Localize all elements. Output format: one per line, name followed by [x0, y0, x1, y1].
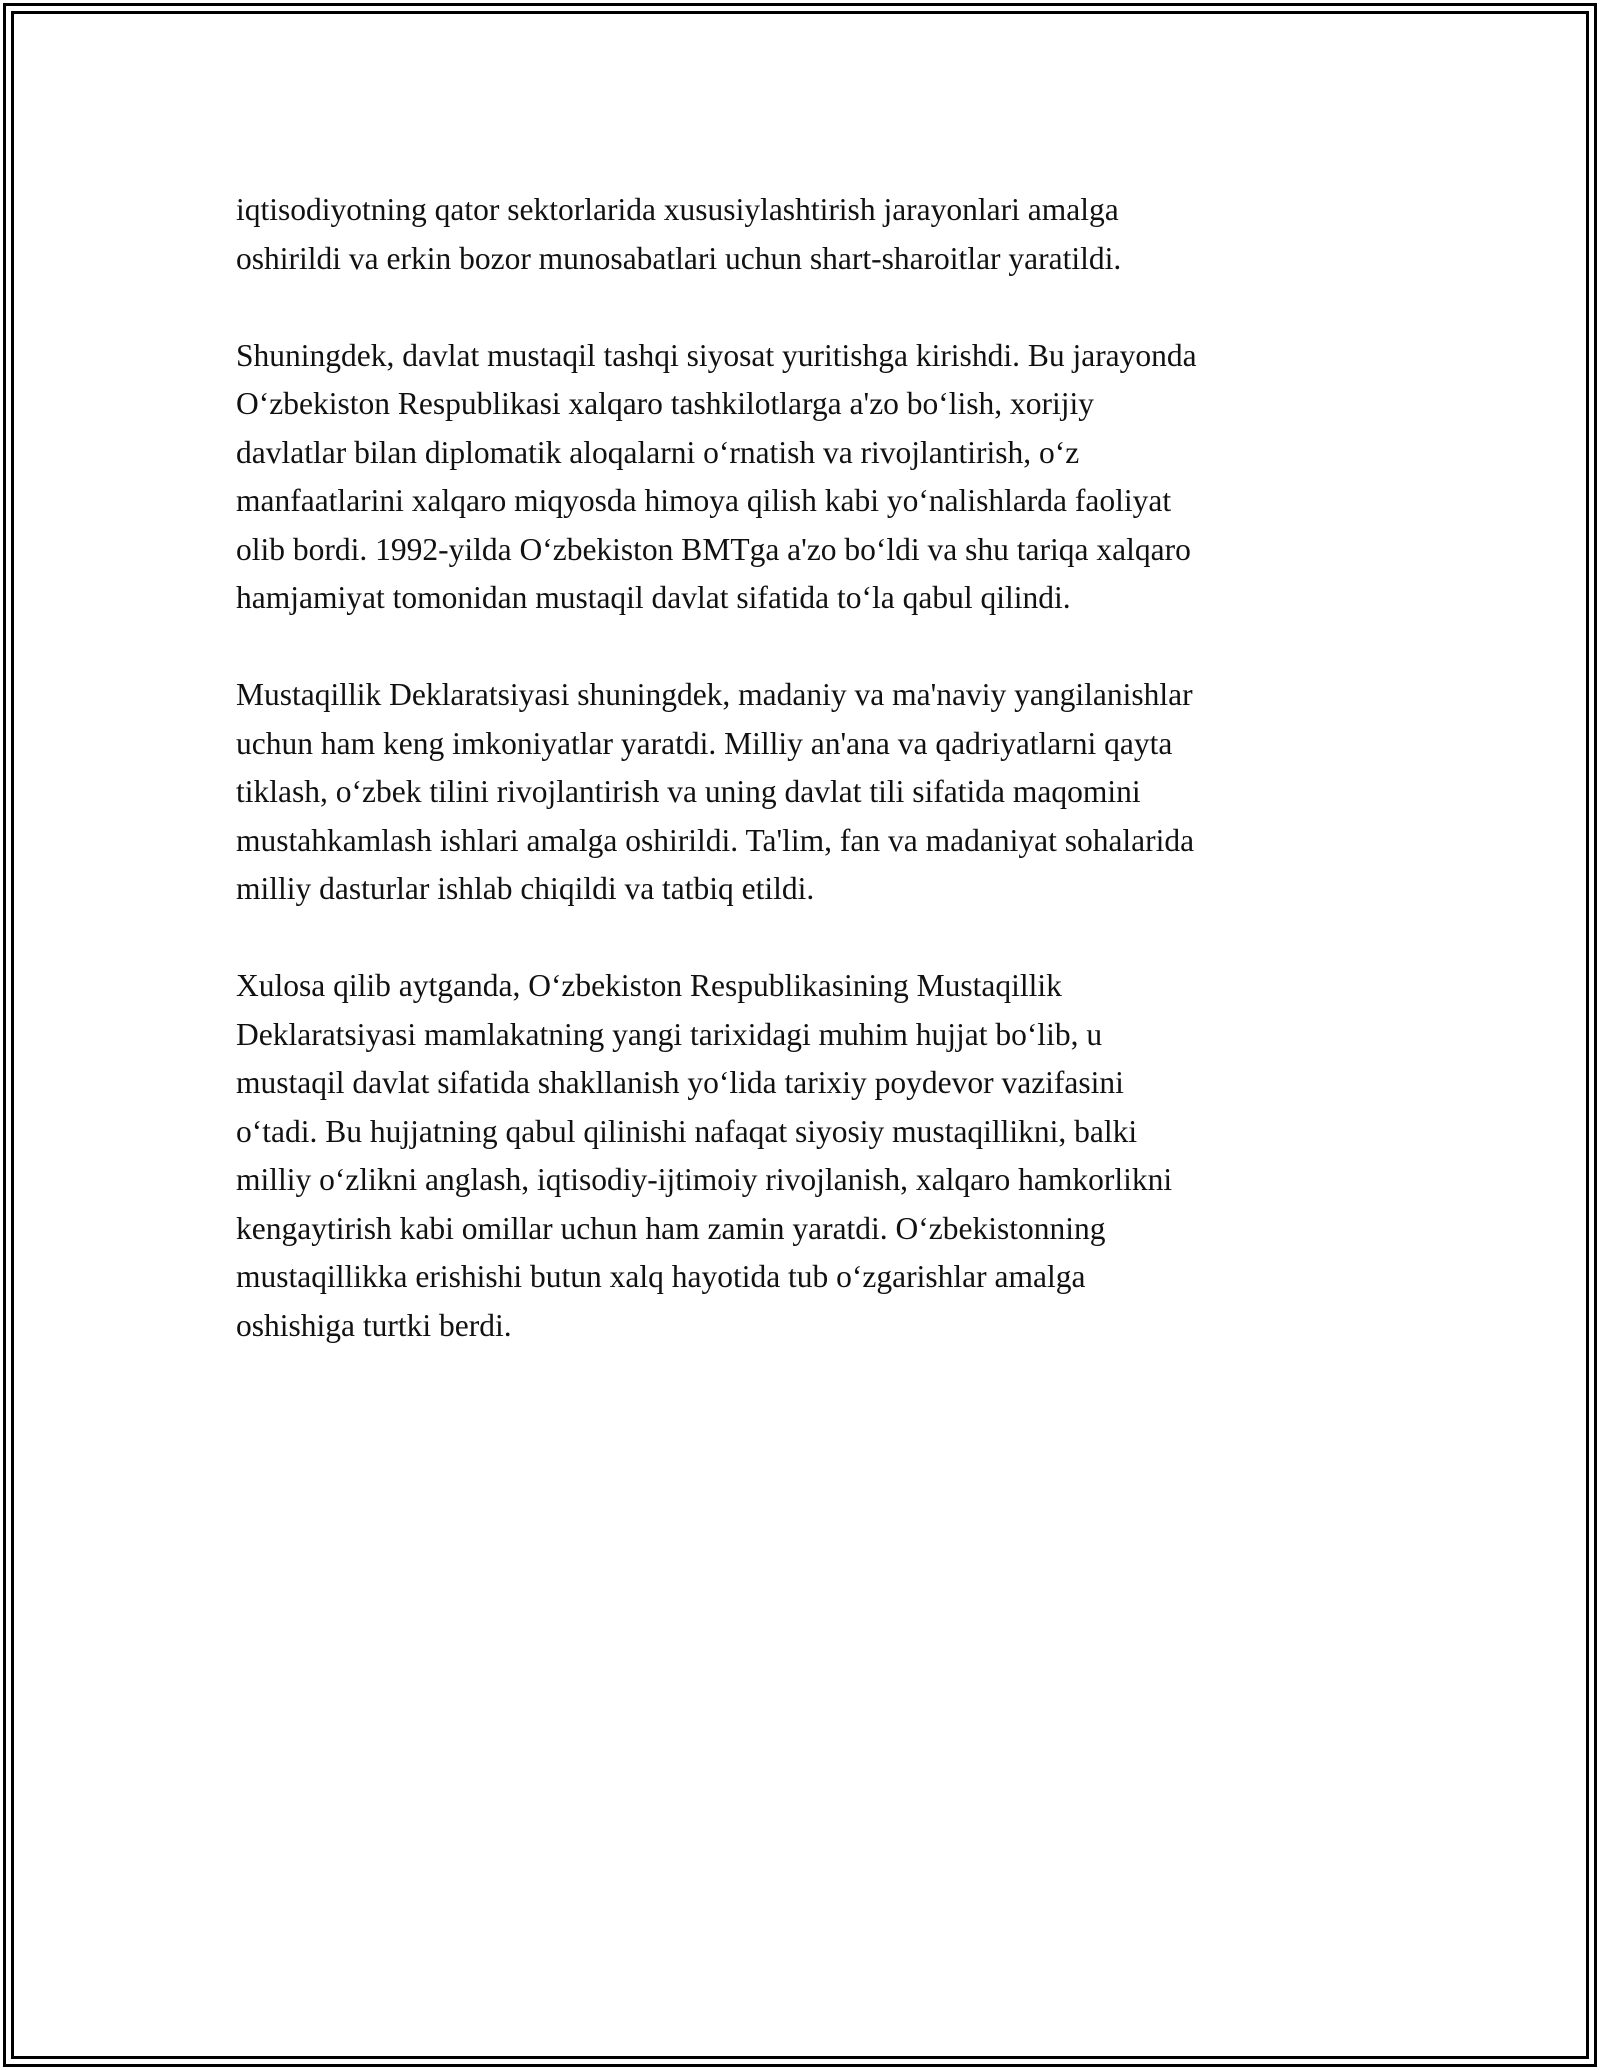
paragraph-cultural-renewal: Mustaqillik Deklaratsiyasi shuningdek, madaniy va ma'naviy yangilanishlar uchun ham keng imkoniyatlar yaratdi. Milliy an'ana va qadriyatlarni qayta tiklash, o‘zbek tilini rivojlantirish va uning davlat tili sifatida maqomini mustahkamlash ishlari amalga oshirildi. Ta'lim, fan va madaniyat sohalarida milliy dasturlar ishlab chiqildi va tatbiq etildi.: [236, 677, 1195, 906]
paragraph-foreign-policy: Shuningdek, davlat mustaqil tashqi siyosat yuritishga kirishdi. Bu jarayonda O‘zbekiston Respublikasi xalqaro tashkilotlarga a'zo bo‘lish, xorijiy davlatlar bilan diplomatik aloqalarni o‘rnatish va rivojlantirish, o‘z manfaatlarini xalqaro miqyosda himoya qilish kabi yo‘nalishlarda faoliyat olib bordi. 1992-yilda O‘zbekiston BMTga a'zo bo‘ldi va shu tariqa xalqaro hamjamiyat tomonidan mustaqil davlat sifatida to‘la qabul qilindi.: [236, 337, 1197, 615]
document-body: [236, 186, 1366, 1399]
paragraph-privatization: iqtisodiyotning qator sektorlarida xususiylashtirish jarayonlari amalga oshirildi va erkin bozor munosabatlari uchun shart-sharoitlar yaratildi.: [236, 192, 1122, 276]
paragraph-conclusion: Xulosa qilib aytganda, O‘zbekiston Respublikasining Mustaqillik Deklaratsiyasi mamlakatning yangi tarixidagi muhim hujjat bo‘lib, u mustaqil davlat sifatida shakllanish yo‘lida tarixiy poydevor vazifasini o‘tadi. Bu hujjatning qabul qilinishi nafaqat siyosiy mustaqillikni, balki milliy o‘zlikni anglash, iqtisodiy-ijtimoiy rivojlanish, xalqaro hamkorlikni kengaytirish kabi omillar uchun ham zamin yaratdi. O‘zbekistonning mustaqillikka erishishi butun xalq hayotida tub o‘zgarishlar amalga oshishiga turtki berdi.: [236, 968, 1173, 1343]
